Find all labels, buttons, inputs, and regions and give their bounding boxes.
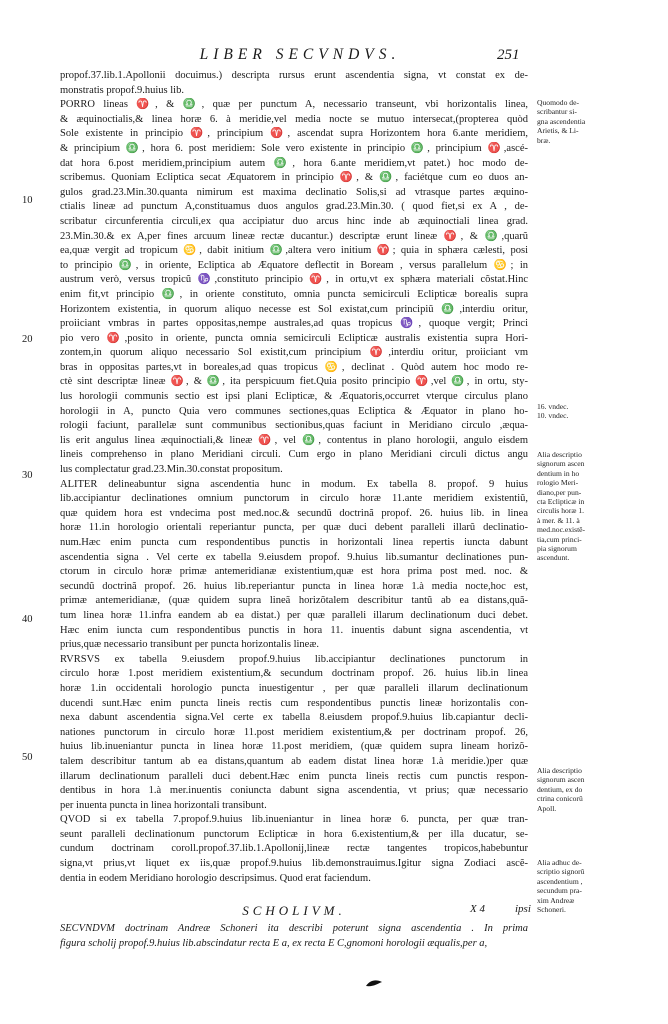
body-text-line: lus horologii communis sectio est ipsi plani Eclipticæ, & Æquatoris,occurret vterque circulus plano xyxy=(60,391,528,403)
body-text-line: per inuenta puncta in linea horizontali transibunt. xyxy=(60,799,267,811)
scholium-text-line: SECVNDVM doctrinam Andreæ Schoneri ita describi poterunt signa ascendentia . In prima xyxy=(60,923,528,935)
margin-note-line: Alia adhuc de- xyxy=(537,858,582,867)
body-text-line: tum linea horæ 11.infra eandem ab ea distat.) per quæ paralleli illarum declinationum duci debet. xyxy=(60,609,528,621)
body-text-line: Hæc enim iuncta cum respondentibus punctis in hora 11. inuentis dabunt signa ascendentia, vt xyxy=(60,624,528,636)
body-text-line: lis erit angulus linea æquinoctiali,& lineæ ♈, vel ♎, contentus in plano horologii, angulo eisdem xyxy=(60,434,528,446)
body-text-line: prius,quæ necessario transibunt per puncta horizontalis lineæ. xyxy=(60,639,319,651)
margin-note-line: rologio Meri- xyxy=(537,478,579,488)
body-text-line: dentibus in hora 1.à mer.inuentis coniuncta dabunt signa ascendentia, vt prius; quæ necessario xyxy=(60,785,528,797)
margin-note-arietis-librae xyxy=(537,98,617,145)
margin-note-line: secundum pra- xyxy=(537,886,582,896)
margin-note-line: circulis horæ 1. xyxy=(537,506,585,516)
body-text-line: ascendentia signa . Vel certe ex tabella 9.eiusdem propof. 9.huius lib.sumantur declinationes pun- xyxy=(60,551,528,563)
body-text-line: & æquinoctialis,& linea horæ 6. à meridie,vel media nocte se mutuo intersecat,(propterea quòd xyxy=(60,113,528,125)
body-text-line: gulos grad.23.Min.30.quanta nimirum est maxima declinatio Solis,si ad vtrasque partes æquino- xyxy=(60,186,528,198)
body-text-line: ctorum in circulo horæ primæ antemeridianæ existentium,quæ est hora prima post med. noc. & xyxy=(60,566,528,578)
margin-note-line: ascendunt. xyxy=(537,553,570,563)
margin-note-line: diano,per pun- xyxy=(537,487,582,497)
catchword: ipsi xyxy=(515,903,531,915)
running-header-title: LIBER SECVNDVS. xyxy=(199,46,401,63)
printer-ornament xyxy=(364,977,384,995)
body-text-line: nexa dabunt ascendentia signa.Vel certe ex tabella 8.eiusdem propof.9.huius lib.capiantur decli- xyxy=(60,712,528,724)
body-text-line: circulo horæ 1.post meridiem existentium,& secundum doctrinam propof. 26. huius lib.in linea xyxy=(60,668,528,680)
signature-mark: X 4 xyxy=(470,903,485,915)
margin-note-line: med.noc.existẽ- xyxy=(537,525,586,535)
body-text-line: num.Hæc enim puncta cum respondentibus punctis in horizontali linea repertis iuncta dabunt xyxy=(60,537,528,548)
margin-note-line: 16. vndec. xyxy=(537,402,569,411)
line-number-30: 30 xyxy=(22,470,33,481)
margin-note-alia-descriptio-1 xyxy=(537,450,617,563)
body-text-line: proiiciant vmbras in partes oppositas,nempe australes,ad quas tropicus ♑, quoque vergit; Princi xyxy=(60,318,528,330)
margin-note-line: Alia descriptio xyxy=(537,766,582,775)
margin-note-line: Quomodo de- xyxy=(537,98,579,107)
line-number-50: 50 xyxy=(22,752,33,763)
body-text-line: PORRO lineas ♈, & ♎, quæ per punctum A, necessario transeunt, vbi horizontalis linea, xyxy=(60,99,528,111)
body-text-line: scribemus. Quoniam Ecliptica secat Æquatorem in principio ♈, & ♎, faciétque cum eo duos an- xyxy=(60,172,528,184)
body-text-line: horologii in A, puncto Quia vero communes sectiones,quas Ecliptica & Æquator in plano ho- xyxy=(60,405,528,417)
margin-note-line: 10. vndec. xyxy=(537,411,569,421)
page-number: 251 xyxy=(497,47,520,63)
body-text-line: propof.37.lib.1.Apollonii docuimus.) descripta rursus erunt ascendentia signa, vt constat ex de- xyxy=(60,70,528,81)
body-text-line: ducendi sunt.Hæc enim puncta lineis rectis cum respondentibus punctis lineæ horizontalis con- xyxy=(60,697,528,709)
body-text-line: zontem,in quorum aliquo necessario Sol existit,cum principium ♈,interdiu oritur, proiiciant vm xyxy=(60,347,528,359)
margin-note-line: dentium, ex do xyxy=(537,784,583,794)
body-text-line: scribatur circunferentia circuli,ex qua accipiatur duo arcus hinc inde ab æquinoctiali linea grad. xyxy=(60,215,528,227)
margin-note-line: Alia descriptio xyxy=(537,450,582,459)
body-text-line: ea,quæ vergit ad tropicum ♋, dabit initium ♎,altera vero initium ♈; quia in sphæra cælesti, posi xyxy=(60,245,528,257)
margin-note-line: ascendentium , xyxy=(537,876,583,886)
body-text-line: horæ 11.in horologio orientali reperiantur puncta, per quæ duci debent paralleli illarũ declinatio- xyxy=(60,522,528,534)
body-text-line: cundum doctrinam coroll.propof.37.lib.1.Apollonij,lineæ rectæ tangentes tropicos,habebuntur xyxy=(60,843,528,855)
margin-note-line: pia signorum xyxy=(537,544,577,554)
body-text-line: nationes punctorum in circulo horæ 11.post meridiem existentium,& per doctrinam propof. 26, xyxy=(60,726,528,738)
body-text-line: ctialis lineæ ad punctum A,constituamus duos angulos grad.23.Min.30. ( quod fiet,si ex A , de- xyxy=(60,201,528,213)
margin-note-line: Schoneri. xyxy=(537,905,566,915)
margin-note-line: gna ascendentia xyxy=(537,116,586,126)
line-number-40: 40 xyxy=(22,614,33,625)
scholium-text-line: figura scholij propof.9.huius lib.abscindatur recta E a, ex recta E C,gnomoni horologii æqualis,per a, xyxy=(60,937,488,949)
line-number-20: 20 xyxy=(22,334,33,345)
body-text-line: QVOD si ex tabella 7.propof.9.huius lib.inueniantur in linea horæ 6. puncta, per quæ tran- xyxy=(60,814,528,826)
margin-note-line: ctrina conicorũ xyxy=(537,794,583,804)
body-text-line: enim fit,vt principio ♎, in oriente constituto, omnia puncta semicirculi Eclipticæ borealis supra xyxy=(60,288,528,300)
scholium-heading: SCHOLIVM. xyxy=(242,903,346,919)
margin-note-line: Apoll. xyxy=(537,803,557,813)
line-number-10: 10 xyxy=(22,195,33,206)
margin-note-line: scribantur si- xyxy=(537,107,577,117)
margin-note-line: à mer. & 11. à xyxy=(537,515,580,525)
margin-note-alia-descriptio-2 xyxy=(537,766,617,813)
margin-note-line: tia,cum princi- xyxy=(537,534,582,544)
body-text-line: monstratis propof.9.huius lib. xyxy=(60,84,184,96)
body-text-line: dat hora 6.post meridiem,principium autem ♎, hora 6.ante meridiem,vt patet.) hoc modo de- xyxy=(60,157,528,169)
margin-note-line: bræ. xyxy=(537,135,551,145)
body-text-line: primæ antemeridianæ, (quæ quidem supra lineã horizõtalem describitur tantũ ab ea distans,quã- xyxy=(60,595,528,607)
body-text-line: seunt paralleli declinationum punctorum Eclipticæ in hora 6.existentium,& per illa ducatur, se- xyxy=(60,828,528,840)
margin-note-line: signorum ascen xyxy=(537,459,585,469)
body-text-line: secundũ doctrinã propof. 26. huius lib.reperiantur puncta in linea horæ 1.à media nocte,hoc est, xyxy=(60,580,528,592)
body-text-line: talem describitur tantum ab ea distans,quantum ab eadem distat linea horæ 1.à meridie.)per quæ xyxy=(60,755,528,767)
body-text-line: illarum declinationum paralleli duci debent.Hæc enim puncta lineis rectis cum punctis respon- xyxy=(60,770,528,782)
body-text-line: Horizontem existentia, in quorum aliquo necesse est Sol existat,cum principiũ ♎,interdiu oritur, xyxy=(60,303,528,315)
margin-note-schoneri xyxy=(537,858,617,914)
body-text-line: Sole existente in principio ♈, principium ♈, ascendat supra Horizontem hora 6.ante meridiem, xyxy=(60,128,528,140)
body-text-line: lus complectatur grad.23.Min.30.constat propositum. xyxy=(60,464,283,476)
section-gap xyxy=(60,886,528,900)
body-text-line: austrum verò, versus tropicũ ♑,constituto principio ♈, in ortu,vt ex sphæra materiali cõstat.Hinc xyxy=(60,274,528,286)
body-text-line: rologii faciunt, parallelæ sunt communibus sectionibus,quas faciunt in Meridiano circulo ,æqua- xyxy=(60,420,528,432)
body-text-line: ALITER delineabuntur signa ascendentia hunc in modum. Ex tabella 8. propof. 9 huius xyxy=(60,478,528,490)
body-text-line: bras in oppositas partes,vt in boreales,ad quas tropicus ♋, declinat . Quòd autem hoc modo re- xyxy=(60,361,528,373)
body-text-line: lib.accipiantur declinationes omnium punctorum in circulo horæ 11.ante meridiem existentiũ, xyxy=(60,493,528,505)
body-text-line: to principio ♎, in oriente, Ecliptica ab Æquatore deflectit in Boream , versus parallelum ♋; in xyxy=(60,259,528,271)
margin-note-line: xim Andreæ xyxy=(537,895,575,905)
body-text-line: pio vero ♈,posito in oriente, puncta omnia semicirculi Eclipticæ australis existentia supra Hori- xyxy=(60,332,528,344)
body-text-line: 23.Min.30.& ex A,per fines arcuum lineæ rectæ ducantur.) descriptæ erunt lineæ ♈, & ♎,quarũ xyxy=(60,230,528,242)
margin-note-line: dentium in ho xyxy=(537,468,580,478)
body-text-line: quæ quidem hora est vndecima post med.noc.& secundũ doctrinã propof. 26. huius lib. in linea xyxy=(60,507,528,519)
body-text-line: & principium ♎, hora 6. post meridiem: Sole vero existente in principio ♎, principium ♈,ascé- xyxy=(60,142,528,154)
margin-note-line: scriptio signorũ xyxy=(537,867,585,877)
body-text-line: RVRSVS ex tabella 9.eiusdem propof.9.huius lib.accipiantur declinationes punctorum in xyxy=(60,653,528,665)
body-text-line: lineis comprehenso in plano Meridiani circuli. Cum ergo in plano Meridiani circuli dictus angu xyxy=(60,449,528,461)
body-text-line: signa,vt prius,vt liquet ex iis,quæ propof.9.huius lib.demonstrauimus.Igitur signa Zodiaci ascẽ- xyxy=(60,858,528,870)
body-text-line: horæ 1.in occidentali horologio puncta inuestigentur , per quæ paralleli illarum declinationum xyxy=(60,682,528,694)
body-text-line: ctè sint descriptæ lineæ ♈, & ♎, ita perspicuum fiet.Quia posito principio ♈,vel ♎, in ortu, sty- xyxy=(60,376,528,388)
margin-note-line: Arietis, & Li- xyxy=(537,126,579,136)
margin-note-vndec xyxy=(537,402,617,421)
body-text-line: huius lib.inueniantur puncta in linea horæ 11.post meridiem, (quæ quidem supra lineam horizõ- xyxy=(60,741,528,753)
margin-note-line: cta Eclipticæ in xyxy=(537,497,585,507)
margin-note-line: signorum ascen xyxy=(537,775,585,785)
body-text-line: dentia in eodem Meridiano horologio descripsimus. Quod erat faciendum. xyxy=(60,872,371,884)
main-text-block xyxy=(60,69,528,951)
